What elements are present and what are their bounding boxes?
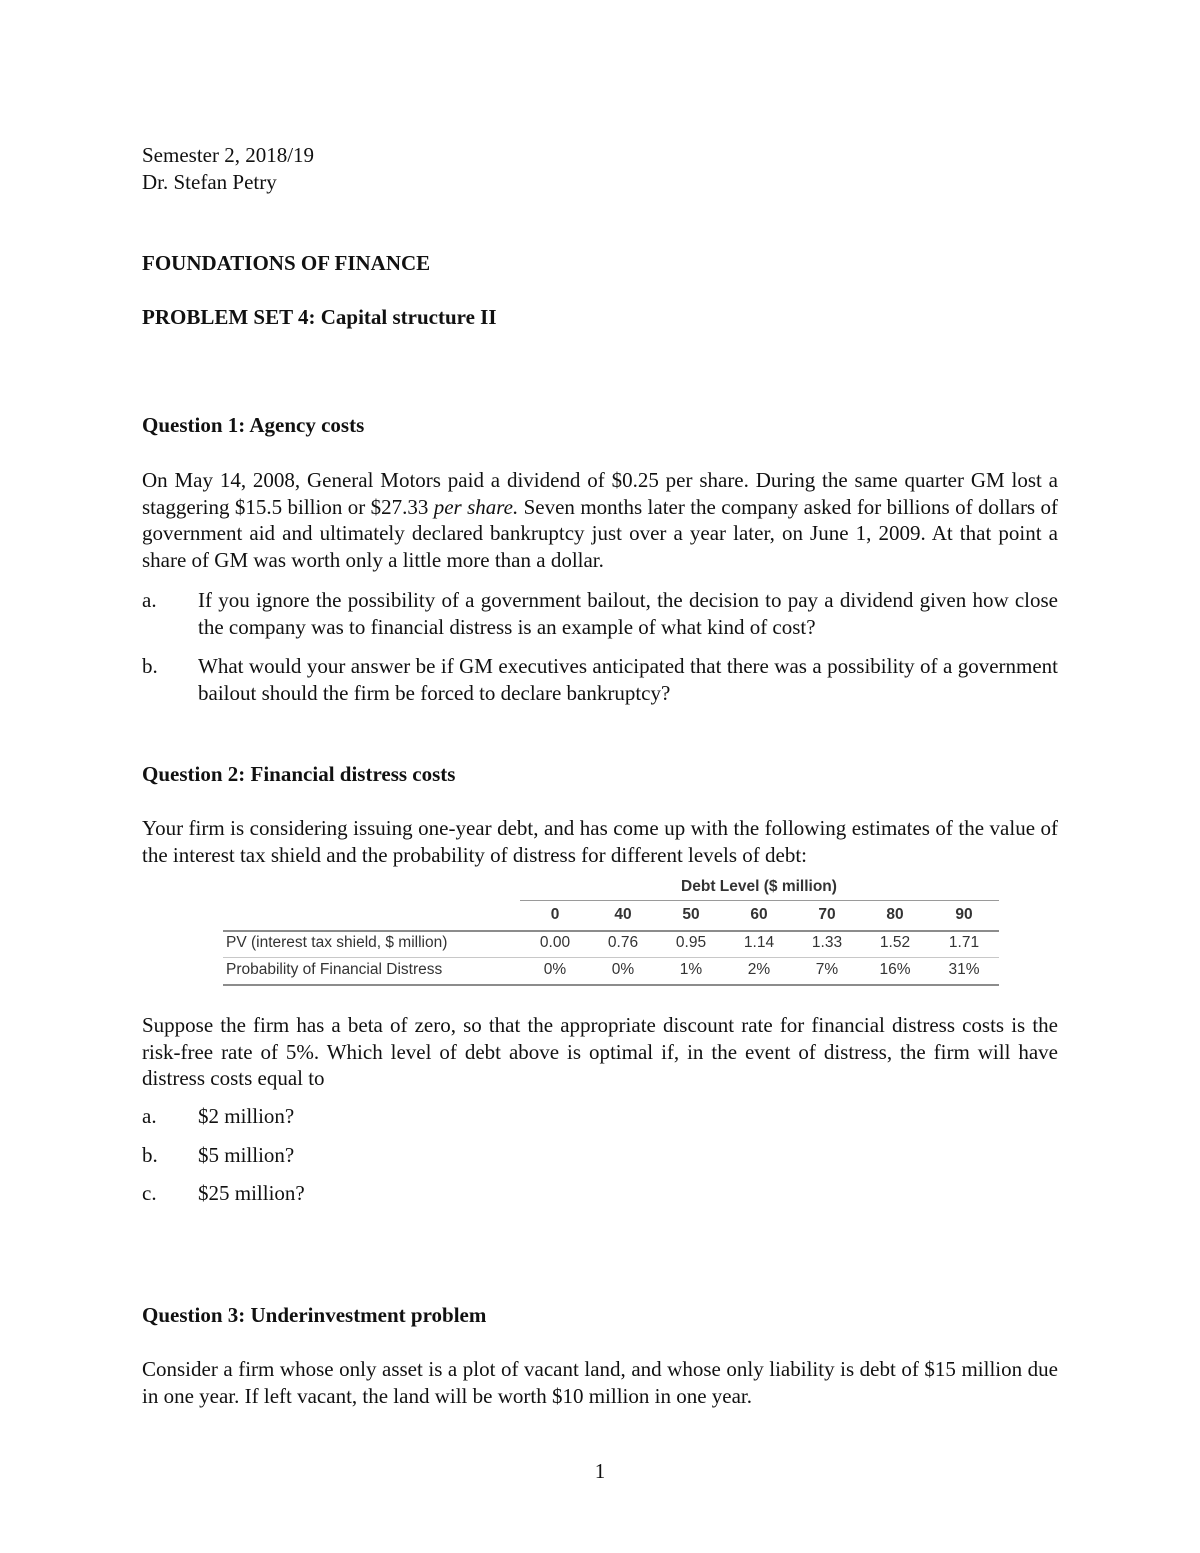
page-number: 1 — [594, 1459, 606, 1483]
column-header: 80 — [886, 906, 904, 923]
q1-para-part1: On May 14, 2008, General Motors paid a dividend of $0.25 per share. During the same quarter GM lost a staggering $15.5 billion or $27.33 — [142, 468, 1058, 519]
question-2-item-b — [142, 1142, 1058, 1169]
item-label: a. — [142, 1104, 157, 1128]
question-1-heading — [142, 412, 364, 439]
question-3-heading — [142, 1302, 486, 1329]
table-cell: 1.14 — [743, 934, 775, 951]
table-cell: 2% — [747, 961, 771, 978]
q1-para-italic: per share. — [433, 494, 519, 519]
item-label: b. — [142, 654, 158, 678]
column-header: 90 — [955, 906, 973, 923]
table-caption: Debt Level ($ million) — [681, 878, 837, 895]
table-cell: 0.00 — [539, 934, 571, 951]
question-2-intro: Your firm is considering issuing one-year debt, and has come up with the following estimates of the value of the interest tax shield and the probability of distress for different levels of debt: — [142, 816, 1058, 867]
table-cell: 1% — [679, 961, 703, 978]
column-header: 40 — [614, 906, 632, 923]
table-cell: 0% — [611, 961, 635, 978]
question-3-label: Question 3: — [142, 1303, 246, 1327]
question-1-item-a — [142, 587, 1058, 640]
item-text: If you ignore the possibility of a government bailout, the decision to pay a dividend given how close the company was to financial distress is an example of what kind of cost? — [198, 588, 1058, 639]
column-header: 60 — [750, 906, 768, 923]
header-rule — [223, 930, 999, 932]
item-label: b. — [142, 1143, 158, 1167]
table-cell: 31% — [948, 961, 980, 978]
question-1-paragraph — [142, 467, 1058, 573]
item-text: What would your answer be if GM executives anticipated that there was a possibility of a government bailout should the firm be forced to declare bankruptcy? — [198, 654, 1058, 705]
table-cell: 1.52 — [879, 934, 911, 951]
item-text: $25 million? — [198, 1181, 305, 1205]
caption-rule — [520, 900, 999, 901]
question-1-topic: Agency costs — [249, 413, 365, 437]
column-header: 70 — [818, 906, 836, 923]
item-text: $5 million? — [198, 1143, 295, 1167]
question-2-paragraph: Suppose the firm has a beta of zero, so that the appropriate discount rate for financial distress costs is the risk-free rate of 5%. Which level of debt above is optimal if, in the event of distress, the firm will have distress costs equal to — [142, 1013, 1058, 1090]
question-2-item-c — [142, 1180, 1058, 1207]
row-label-probability: Probability of Financial Distress — [226, 961, 443, 978]
table-cell: 1.33 — [811, 934, 843, 951]
problem-set-label: PROBLEM SET 4: — [142, 305, 316, 329]
item-text: $2 million? — [198, 1104, 295, 1128]
table-cell: 1.71 — [948, 934, 980, 951]
column-header: 0 — [550, 906, 560, 923]
table-cell: 7% — [815, 961, 839, 978]
lecturer-line: Dr. Stefan Petry — [142, 170, 277, 194]
row-rule — [223, 957, 999, 958]
table-cell: 0% — [543, 961, 567, 978]
table-cell: 16% — [879, 961, 911, 978]
table-cell: 0.76 — [607, 934, 639, 951]
question-2-heading — [142, 761, 455, 788]
bottom-rule — [223, 984, 999, 986]
question-1-label: Question 1: — [142, 413, 246, 437]
question-2-label: Question 2: — [142, 762, 246, 786]
table-cell: 0.95 — [675, 934, 707, 951]
semester-line: Semester 2, 2018/19 — [142, 143, 315, 167]
q1-para-part2: Seven months later the company asked for billions of dollars of government aid and ultimately declared bankruptcy just over a year later, on June 1, 2009. At that point a share of GM was worth only a little more than a dollar. — [142, 494, 1058, 572]
item-label: c. — [142, 1181, 157, 1205]
question-3-topic: Underinvestment problem — [250, 1303, 487, 1327]
course-title: FOUNDATIONS OF FINANCE — [142, 251, 431, 275]
question-3-paragraph: Consider a firm whose only asset is a plot of vacant land, and whose only liability is debt of $15 million due in one year. If left vacant, the land will be worth $10 million in one year. — [142, 1357, 1058, 1408]
item-label: a. — [142, 588, 157, 612]
question-1-item-b — [142, 653, 1058, 706]
problem-set-topic: Capital structure II — [320, 305, 497, 329]
question-2-topic: Financial distress costs — [250, 762, 456, 786]
row-label-pv: PV (interest tax shield, $ million) — [226, 934, 448, 951]
question-2-item-a — [142, 1103, 1058, 1130]
column-header: 50 — [682, 906, 700, 923]
problem-set-title — [142, 304, 497, 331]
